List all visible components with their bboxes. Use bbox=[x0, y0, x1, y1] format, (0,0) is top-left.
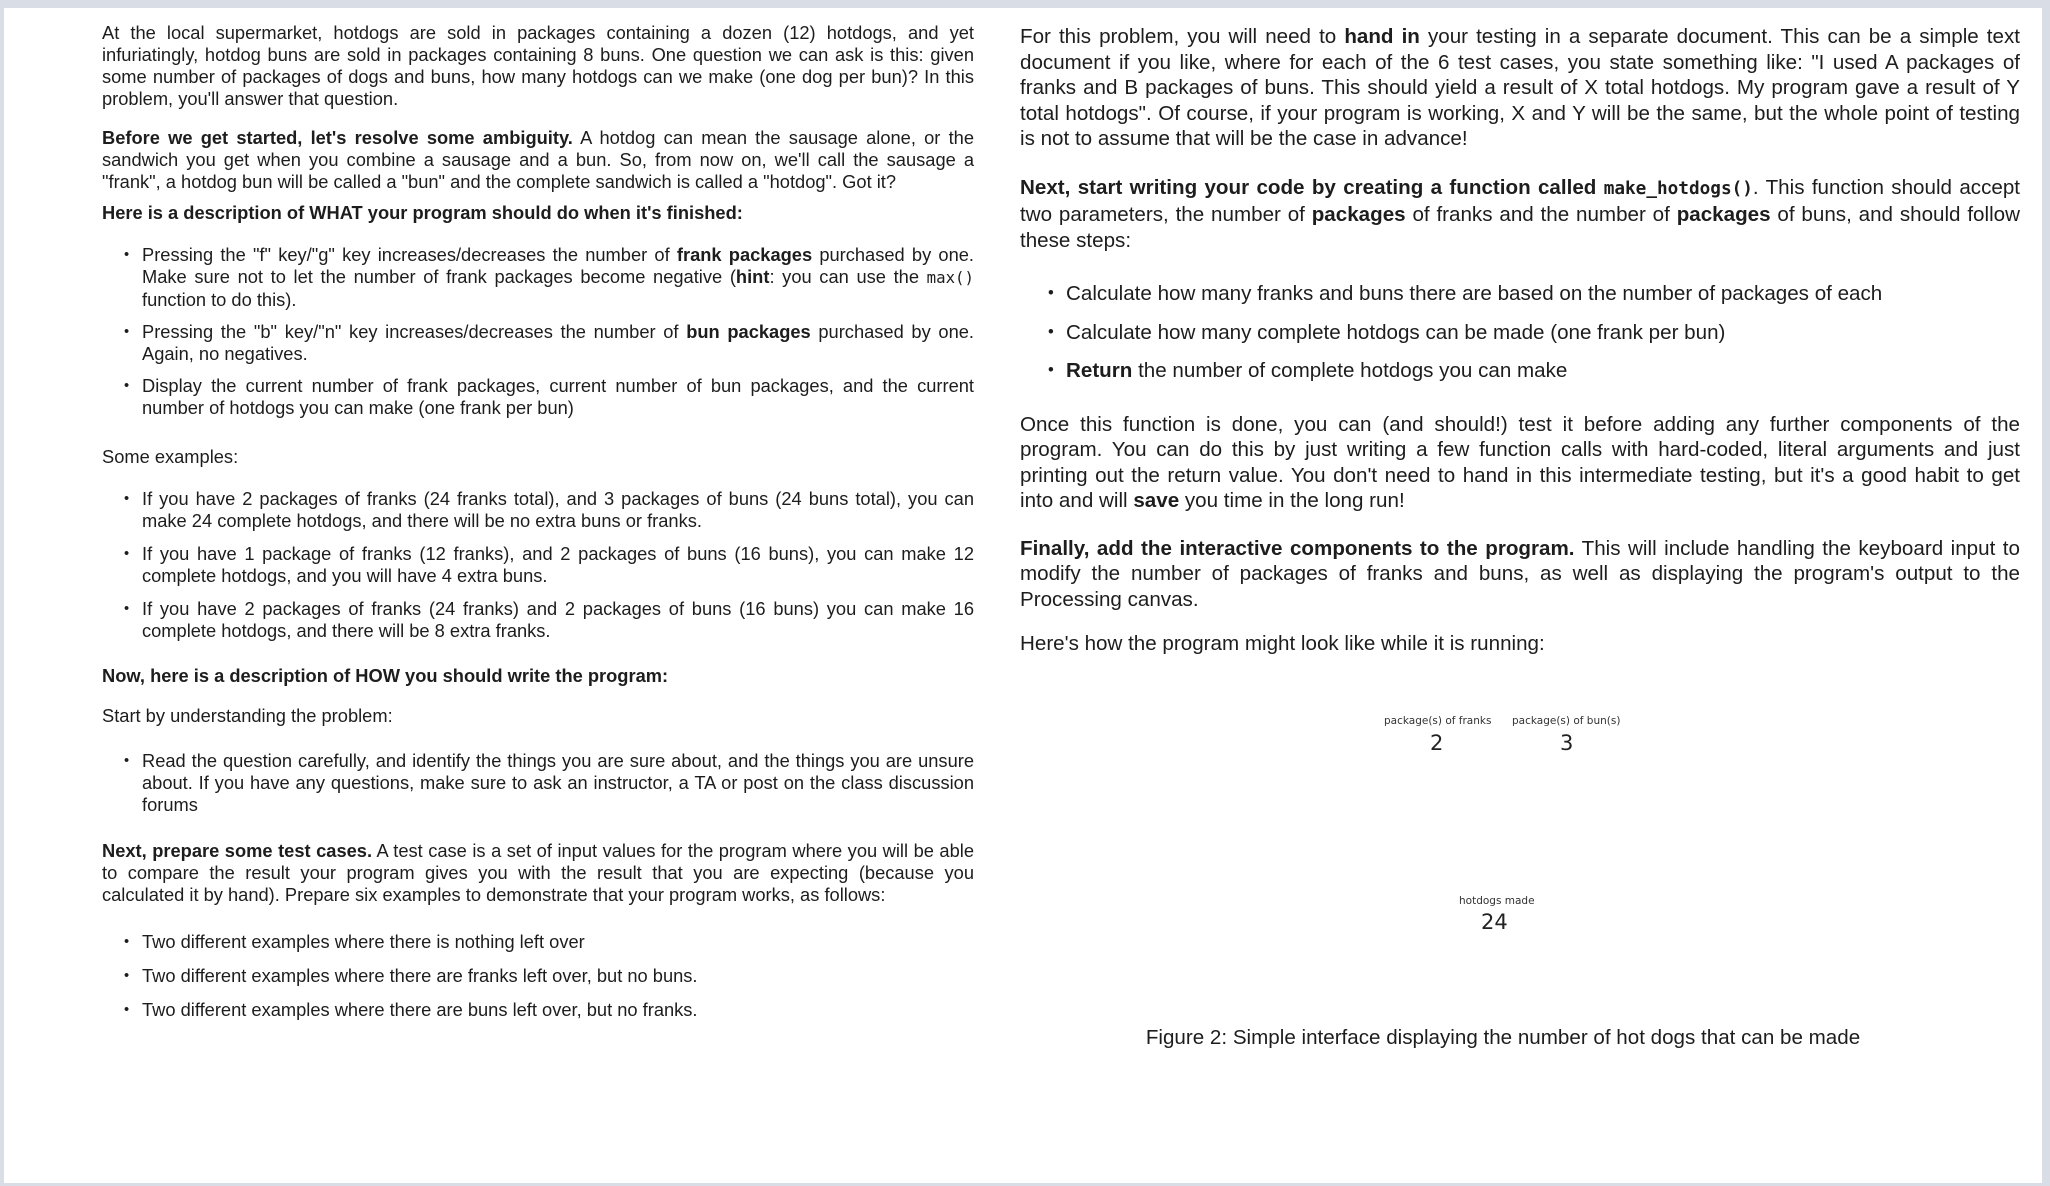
understand-list bbox=[102, 750, 974, 816]
what-2-bold: bun packages bbox=[686, 321, 811, 342]
step-3-text: the number of complete hotdogs you can make bbox=[1132, 359, 1568, 382]
packages-bold: packages bbox=[1311, 203, 1406, 226]
handin-text: For this problem, you will need to bbox=[1020, 25, 1345, 48]
ambiguity-paragraph bbox=[102, 127, 974, 193]
list-item: • Two different examples where there is nothing left over bbox=[102, 931, 974, 953]
hotdogs-made-label: hotdogs made bbox=[1459, 894, 1535, 907]
once-paragraph bbox=[1020, 412, 2020, 514]
how-heading bbox=[102, 665, 974, 687]
list-item: • Two different examples where there are franks left over, but no buns. bbox=[102, 965, 974, 987]
list-item: • Calculate how many complete hotdogs can be made (one frank per bun) bbox=[1020, 320, 2020, 346]
document-page bbox=[4, 8, 2042, 1183]
what-2-text: Pressing the "b" key/"n" key increases/decreases the number of bbox=[142, 321, 687, 342]
make-hotdogs-code: make_hotdogs() bbox=[1603, 178, 1753, 199]
code-heading: Next, start writing your code by creating a function called bbox=[1020, 175, 1604, 199]
intro-paragraph: At the local supermarket, hotdogs are sold in packages containing a dozen (12) hotdogs, and yet infuriatingly, hotdog buns are sold in packages containing 8 buns. One question we can ask is this: given some number of packages of dogs and buns, how many hotdogs can we make (one dog per bun)? In this problem, you'll answer that question. bbox=[102, 22, 974, 109]
steps-list bbox=[1020, 281, 2020, 384]
once-text: Once this function is done, you can (and should!) test it before adding any further components of the program. You can do this by just writing a few function calls with hard-coded, literal arguments and just printing out the return value. You don't need to hand in this intermediate testing, but it's a good habit to get into and will bbox=[1020, 412, 2020, 512]
list-item: • Read the question carefully, and identify the things you are sure about, and the things you are unsure about. If you have any questions, make sure to ask an instructor, a TA or post on the class discussion forums bbox=[102, 750, 974, 816]
code-text: . This function should accept two parameters, the number of bbox=[1020, 175, 2020, 226]
examples-list bbox=[102, 488, 974, 642]
once-text-2: you time in the long run! bbox=[1179, 489, 1405, 512]
what-2-text-2: purchased by one. Again, no negatives. bbox=[142, 321, 974, 364]
figure-caption: Figure 2: Simple interface displaying the number of hot dogs that can be made bbox=[1145, 1025, 1861, 1049]
tests-text: A test case is a set of input values for the program where you will be able to compare the result your program gives you with the result that you are expecting (because you calculated it by hand). Prepare six examples to demonstrate that your program works, as follows: bbox=[102, 840, 974, 905]
save-bold: save bbox=[1133, 489, 1180, 512]
code-text-3: of buns, and should follow these steps: bbox=[1020, 203, 2020, 252]
what-1-text-2: purchased by one. Make sure not to let the number of frank packages become negative ( bbox=[142, 244, 974, 287]
tests-list bbox=[102, 931, 974, 1021]
list-item bbox=[102, 321, 974, 365]
ambiguity-heading: Before we get started, let's resolve some ambiguity. bbox=[102, 127, 573, 148]
max-function-code: max() bbox=[926, 268, 974, 287]
code-paragraph bbox=[1020, 175, 2020, 254]
hint-label: hint bbox=[735, 266, 770, 287]
list-item: • Display the current number of frank packages, current number of bun packages, and the current number of hotdogs you can make (one frank per bun) bbox=[102, 375, 974, 419]
frank-packages-value: 2 bbox=[1430, 730, 1444, 755]
list-item bbox=[102, 244, 974, 311]
tests-heading: Next, prepare some test cases. bbox=[102, 840, 373, 861]
bun-packages-value: 3 bbox=[1560, 730, 1574, 755]
examples-label: Some examples: bbox=[102, 446, 239, 467]
start-label: Start by understanding the problem: bbox=[102, 705, 393, 726]
program-screenshot-figure bbox=[1020, 697, 2020, 1037]
list-item: • If you have 2 packages of franks (24 franks total), and 3 packages of buns (24 buns total), you can make 24 complete hotdogs, and there will be no extra buns or franks. bbox=[102, 488, 974, 532]
list-item bbox=[1020, 358, 2020, 384]
final-text: This will include handling the keyboard input to modify the number of packages of franks and buns, as well as displaying the program's output to the Processing canvas. bbox=[1020, 536, 2020, 611]
list-item: • If you have 2 packages of franks (24 franks) and 2 packages of buns (16 buns) you can make 16 complete hotdogs, and there will be 8 extra franks. bbox=[102, 598, 974, 642]
what-1-text: Pressing the "f" key/"g" key increases/decreases the number of bbox=[142, 244, 677, 265]
handin-bold: hand in bbox=[1344, 25, 1420, 48]
what-heading bbox=[102, 202, 974, 224]
final-heading: Finally, add the interactive components to the program. bbox=[1020, 536, 1575, 560]
hotdogs-made-value: 24 bbox=[1481, 909, 1508, 934]
right-column bbox=[1020, 24, 2020, 1050]
what-list bbox=[102, 244, 974, 419]
what-heading-text: Here is a description of WHAT your program should do when it's finished: bbox=[102, 202, 743, 223]
how-heading-text: Now, here is a description of HOW you should write the program: bbox=[102, 665, 669, 686]
what-1-text-3: : you can use the bbox=[769, 266, 927, 287]
left-column bbox=[102, 22, 974, 1021]
handin-paragraph bbox=[1020, 24, 2020, 152]
final-paragraph bbox=[1020, 536, 2020, 613]
list-item: • If you have 1 package of franks (12 franks), and 2 packages of buns (16 buns), you can make 12 complete hotdogs, and you will have 4 extra buns. bbox=[102, 543, 974, 587]
handin-text-2: your testing in a separate document. This can be a simple text document if you like, where for each of the 6 test cases, you state something like: "I used A packages of franks and B packages of buns. This should yield a result of X total hotdogs. My program gave a result of Y total hotdogs". Of course, if your program is working, X and Y will be the same, but the whole point of testing is not to assume that will be the case in advance! bbox=[1020, 25, 2020, 150]
list-item: • Two different examples where there are buns left over, but no franks. bbox=[102, 999, 974, 1021]
frank-packages-label: package(s) of franks bbox=[1384, 714, 1492, 727]
packages-bold-2: packages bbox=[1676, 203, 1771, 226]
return-bold: Return bbox=[1066, 359, 1133, 382]
what-1-text-4: function to do this). bbox=[142, 289, 297, 310]
list-item: • Calculate how many franks and buns there are based on the number of packages of each bbox=[1020, 281, 2020, 307]
code-text-2: of franks and the number of bbox=[1405, 203, 1677, 226]
tests-paragraph bbox=[102, 840, 974, 906]
running-text: Here's how the program might look like while it is running: bbox=[1020, 632, 1545, 655]
bun-packages-label: package(s) of bun(s) bbox=[1512, 714, 1621, 727]
ambiguity-text: A hotdog can mean the sausage alone, or the sandwich you get when you combine a sausage and a bun. So, from now on, we'll call the sausage a "frank", a hotdog bun will be called a "bun" and the complete sandwich is called a "hotdog". Got it? bbox=[102, 127, 975, 192]
what-1-bold: frank packages bbox=[676, 244, 813, 265]
